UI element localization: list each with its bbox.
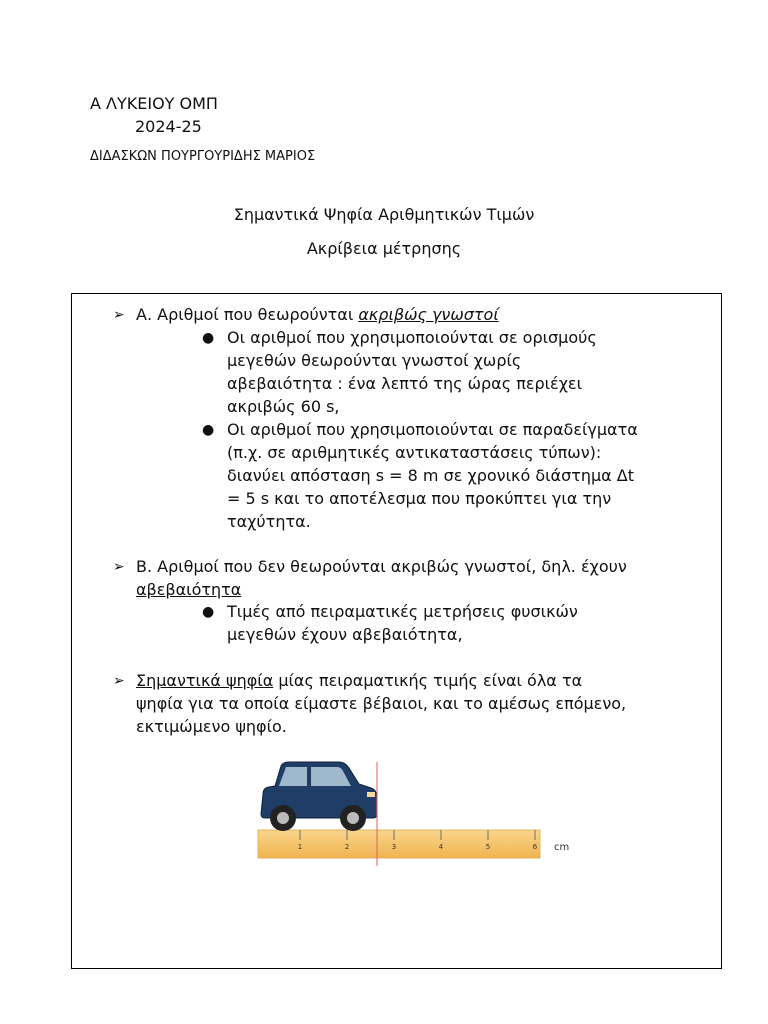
section-a-bullet2-line: ταχύτητα. [227, 512, 311, 531]
section-c-line: εκτιμώμενο ψηφίο. [136, 717, 287, 736]
section-b-heading: Β. Αριθμοί που δεν θεωρούνται ακριβώς γνωστοί, δηλ. έχουν [136, 557, 627, 576]
section-c-line: ψηφία για τα οποία είμαστε βέβαιοι, και το αμέσως επόμενο, [136, 694, 627, 713]
section-c-emphasis: Σημαντικά ψηφία [136, 671, 274, 690]
school-year: 2024-25 [135, 117, 202, 136]
section-a-bullet2-line: = 5 s και το αποτέλεσμα που προκύπτει για την [227, 489, 612, 508]
car-headlight [367, 792, 375, 797]
arrow-bullet-icon: ➢ [113, 307, 125, 323]
car-ruler-illustration [255, 758, 575, 868]
section-b-bullet-line: μεγεθών έχουν αβεβαιότητα, [227, 625, 463, 644]
section-a-bullet1-line: Οι αριθμοί που χρησιμοποιούνται σε ορισμούς [227, 328, 597, 347]
school-name: Α ΛΥΚΕΙΟΥ ΟΜΠ [90, 94, 218, 113]
section-b-emphasis: αβεβαιότητα [136, 580, 242, 599]
ruler-tick-label: 6 [532, 843, 538, 851]
section-a-bullet2-line: διανύει απόσταση s = 8 m σε χρονικό διάστημα Δt [227, 466, 635, 485]
section-a-heading: Α. Αριθμοί που θεωρούνται ακριβώς γνωστοί [136, 305, 499, 324]
ruler-tick-label: 3 [391, 843, 397, 851]
ruler-tick-label: 4 [438, 843, 444, 851]
section-a-bullet1-line: ακριβώς 60 s, [227, 397, 340, 416]
page-subtitle: Ακρίβεια μέτρησης [306, 239, 462, 258]
ruler-tick-label: 5 [485, 843, 491, 851]
section-a-bullet2-line: (π.χ. σε αριθμητικές αντικαταστάσεις τύπων): [227, 443, 602, 462]
page-title: Σημαντικά Ψηφία Αριθμητικών Τιμών [233, 205, 535, 224]
section-a-bullet1-line: μεγεθών θεωρούνται γνωστοί χωρίς [227, 351, 522, 370]
section-c-heading: Σημαντικά ψηφία μίας πειραματικής τιμής είναι όλα τα [136, 671, 583, 690]
dot-bullet-icon: ● [202, 330, 215, 346]
ruler-tick-label: 2 [344, 843, 350, 851]
dot-bullet-icon: ● [202, 422, 215, 438]
ruler-tick-label: 1 [297, 843, 303, 851]
ruler-unit-label: cm [554, 842, 570, 853]
section-a-bullet1-line: αβεβαιότητα : ένα λεπτό της ώρας περιέχει [227, 374, 582, 393]
arrow-bullet-icon: ➢ [113, 559, 125, 575]
section-b-bullet-line: Τιμές από πειραματικές μετρήσεις φυσικών [227, 602, 578, 621]
dot-bullet-icon: ● [202, 604, 215, 620]
section-a-emphasis: ακριβώς γνωστοί [358, 305, 499, 324]
section-a-bullet2-line: Οι αριθμοί που χρησιμοποιούνται σε παραδείγματα [227, 420, 638, 439]
teacher-name: ΔΙΔΑΣΚΩΝ ΠΟΥΡΓΟΥΡΙΔΗΣ ΜΑΡΙΟΣ [90, 149, 316, 164]
car-illustration [261, 762, 377, 831]
arrow-bullet-icon: ➢ [113, 673, 125, 689]
car-ruler-figure [255, 758, 575, 868]
